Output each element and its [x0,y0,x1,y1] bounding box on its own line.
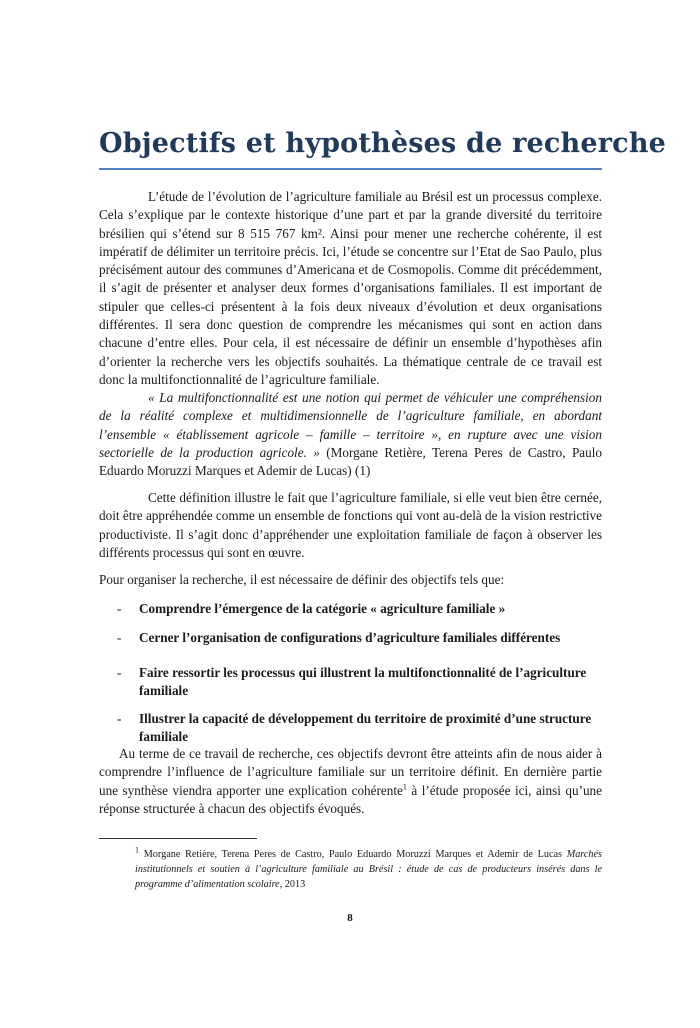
footnote-authors: Morgane Retière, Terena Peres de Castro, Paulo Eduardo Moruzzi Marques et Ademir de Lucas [139,849,567,860]
list-dash: - [117,630,122,645]
objectives-intro: Pour organiser la recherche, il est nécessaire de définir des objectifs tels que: [99,572,505,587]
objective-text: Cerner l’organisation de configurations d’agriculture familiales différentes [139,630,561,645]
footnote-year: , 2013 [279,879,306,890]
footnote-reference[interactable]: 1 [402,782,407,792]
list-dash: - [117,601,122,616]
quote-attribution: (Morgane Retière, Terena Peres de Castro, Paulo Eduardo Moruzzi Marques et Ademir de Lucas) (1) [99,444,603,479]
footnote-separator [99,838,257,839]
title-underline [99,168,602,170]
conclusion-text-end: à l’étude proposée ici, ainsi qu’une réponse structurée à chacun des objectifs évoqués. [99,782,602,816]
conclusion-paragraph [99,745,602,818]
footnote-number: 1 [135,845,139,855]
footnote-title: Marchés institutionnels et soutien à l’agriculture familiale au Brésil : étude de cas de producteurs insérés dans le programme d’alimentation scolaire [135,849,602,890]
quote-text: « La multifonctionnalité est une notion qui permet de véhiculer une compréhension de la réalité complexe et multidimensionnelle de l’agriculture familiale, en abordant l’ensemble « établissement agricole – famille – territoire », en rupture avec une vision sectorielle de la production agricole. » [99,390,602,460]
objective-text: Faire ressortir les processus qui illustrent la multifonctionnalité de l’agriculture familiale [139,665,587,699]
quote-paragraph [99,389,602,480]
intro-paragraph: L’étude de l’évolution de l’agriculture familiale au Brésil est un processus complexe. Cela s’explique par le contexte historique d’une part et par la grande diversité du territoire brésilien qui s’étend sur 8 515 767 km². Ainsi pour mener une recherche cohérente, il est impératif de délimiter un territoire précis. Ici, l’étude se concentre sur l’Etat de Sao Paulo, plus précisément autour des communes d’Americana et de Cosmopolis. Comme dit précédemment, il s’agit de présenter et analyser deux formes d’organisations familiales. Il est important de stipuler que celles-ci présentent à la fois deux niveaux d’évolution et deux organisations différentes. Il sera donc question de comprendre les mécanismes qui sont en action dans chacune d’entre elles. Pour cela, il est nécessaire de définir un ensemble d’hypothèses afin d’orienter la recherche vers les objectifs souhaités. La thématique centrale de ce travail est donc la multifonctionnalité de l’agriculture familiale. [99,189,602,387]
objective-text: Comprendre l’émergence de la catégorie « agriculture familiale » [139,601,506,616]
page-number: 8 [347,912,353,924]
definition-paragraph: Cette définition illustre le fait que l’agriculture familiale, si elle veut bien être cernée, doit être appréhendée comme un ensemble de fonctions qui vont au-delà de la vision restrictive productiviste. Il s’agit donc d’appréhender une exploitation familiale de façon à observer les différents processus qui sont en œuvre. [99,490,602,560]
list-dash: - [117,711,122,726]
conclusion-text: Au terme de ce travail de recherche, ces objectifs devront être atteints afin de nous aider à comprendre l’influence de l’agriculture familiale sur un territoire définit. En dernière partie une synthèse viendra apporter une explication cohérente [99,746,602,798]
page-title: Objectifs et hypothèses de recherche [99,128,667,159]
list-dash: - [117,665,122,680]
footnote [135,847,602,892]
objective-text: Illustrer la capacité de développement du territoire de proximité d’une structure familiale [139,711,592,745]
